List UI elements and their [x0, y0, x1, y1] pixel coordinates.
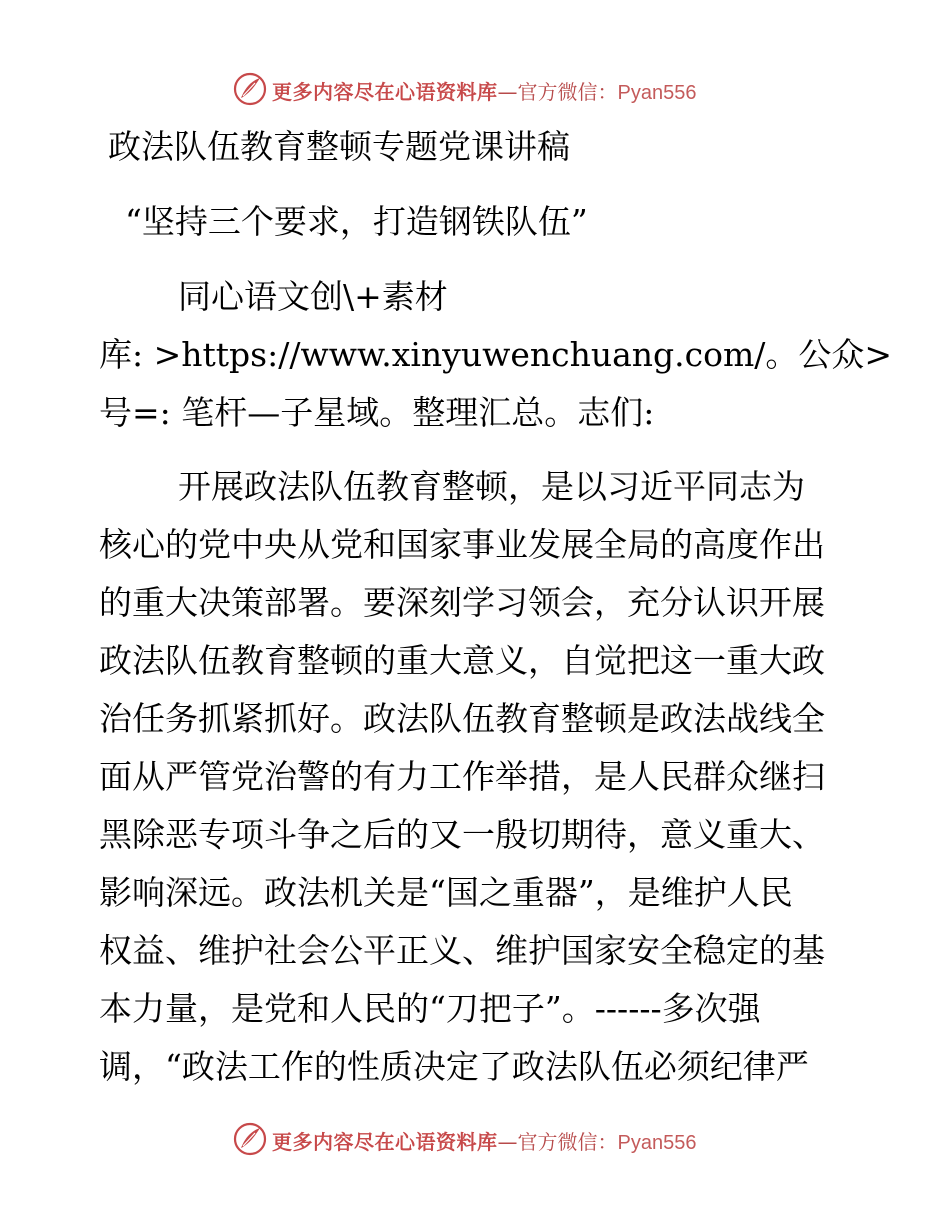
- body-line: 影响深远。政法机关是“国之重器”，是维护人民: [99, 873, 793, 912]
- footer-watermark: [0, 1120, 950, 1160]
- body-line: 面从严管党治警的有力工作举措，是人民群众继扫: [99, 757, 825, 796]
- source-line-1: 同心语文创\+素材: [178, 277, 448, 316]
- watermark-site-text: 更多内容尽在心语资料库: [272, 80, 498, 104]
- body-line: 政法队伍教育整顿的重大意义，自觉把这一重大政: [99, 641, 825, 680]
- document-title: 政法队伍教育整顿专题党课讲稿: [108, 127, 570, 166]
- watermark-wechat-label: 官方微信：: [517, 80, 618, 104]
- feather-pen-logo-icon: [233, 72, 267, 106]
- body-line: 核心的党中央从党和国家事业发展全局的高度作出: [99, 525, 825, 564]
- body-line: 调，“政法工作的性质决定了政法队伍必须纪律严: [99, 1047, 809, 1086]
- feather-pen-logo-icon: [233, 1122, 267, 1156]
- watermark-dash: —: [497, 1130, 518, 1154]
- source-line-3: 号=: 笔杆—子星域。整理汇总。志们:: [99, 393, 655, 432]
- body-line: 黑除恶专项斗争之后的又一殷切期待，意义重大、: [99, 815, 825, 854]
- watermark-dash: —: [497, 80, 518, 104]
- watermark-wechat-id: Pyan556: [617, 82, 697, 104]
- watermark-site-text: 更多内容尽在心语资料库: [272, 1130, 498, 1154]
- watermark-wechat-label: 官方微信：: [517, 1130, 618, 1154]
- body-line: 权益、维护社会公平正义、维护国家安全稳定的基: [99, 931, 825, 970]
- watermark-wechat-id: Pyan556: [617, 1132, 697, 1154]
- body-line: 开展政法队伍教育整顿，是以习近平同志为: [178, 467, 805, 506]
- body-line: 治任务抓紧抓好。政法队伍教育整顿是政法战线全: [99, 699, 825, 738]
- body-line: 的重大决策部署。要深刻学习领会，充分认识开展: [99, 583, 825, 622]
- body-line: 本力量，是党和人民的“刀把子”。------多次强: [99, 989, 761, 1028]
- header-watermark: [0, 70, 950, 110]
- source-line-2: 库: >https://www.xinyuwenchuang.com/。公众>: [99, 335, 893, 374]
- document-subtitle: “坚持三个要求，打造钢铁队伍”: [125, 202, 588, 241]
